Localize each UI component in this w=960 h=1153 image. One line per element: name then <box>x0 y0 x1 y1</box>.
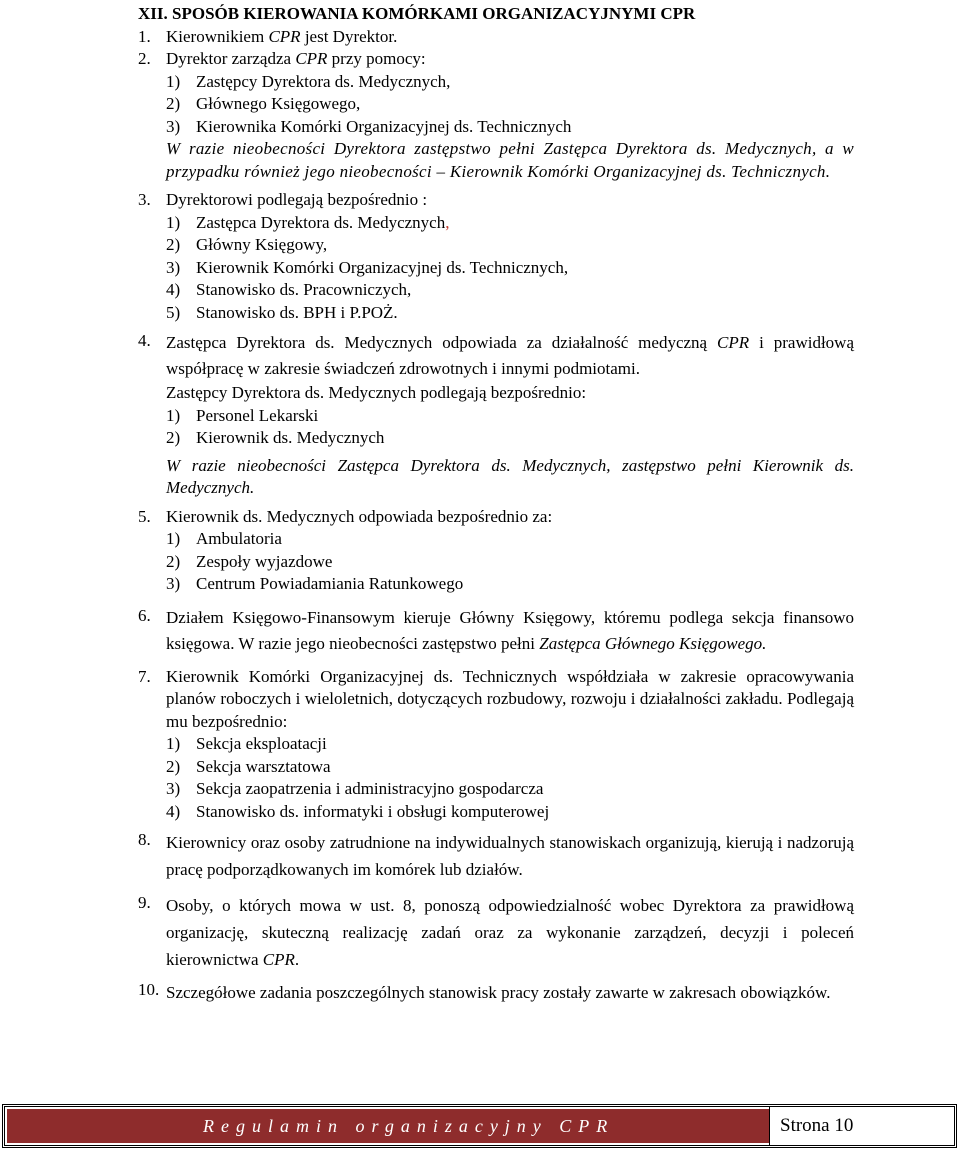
substitution-note: W razie nieobecności Dyrektora zastępstwo pełni Zastępca Dyrektora ds. Medycznych, a w przypadku również jego nieobecności – Kierownik Komórki Organizacyjnej ds. Technicznych. <box>166 139 854 181</box>
paragraph-5: 5. Kierownik ds. Medycznych odpowiada bezpośrednio za: <box>138 506 553 526</box>
page-footer <box>2 1104 957 1148</box>
paragraph-3: 3. Dyrektorowi podlegają bezpośrednio : <box>138 190 428 209</box>
substitution-note: W razie nieobecności Zastępca Dyrektora ds. Medycznych, zastępstwo pełni Kierownik ds. Medycznych. <box>166 455 854 497</box>
list-item: 1) Ambulatoria <box>166 529 282 548</box>
footer-title: Regulamin organizacyjny CPR <box>7 1109 769 1143</box>
list-item: 5) Stanowisko ds. BPH i P.POŻ. <box>166 302 398 322</box>
page-number: Strona 10 <box>769 1107 954 1145</box>
paragraph-10: 10. Szczegółowe zadania poszczególnych stanowisk pracy zostały zawarte w zakresach obowiązków. <box>138 980 831 1002</box>
list-item: 2) Zespoły wyjazdowe <box>166 551 333 571</box>
list-item: 4) Stanowisko ds. Pracowniczych, <box>166 280 412 299</box>
list-item: 2) Głównego Księgowego, <box>166 94 361 113</box>
subordinates-intro: Zastępcy Dyrektora ds. Medycznych podlegają bezpośrednio: <box>166 383 587 402</box>
list-item: 4) Stanowisko ds. informatyki i obsługi komputerowej <box>166 801 550 821</box>
list-item: 2) Główny Księgowy, <box>166 235 328 254</box>
list-item: 1) Personel Lekarski <box>166 405 319 425</box>
paragraph-9: 9. Osoby, o których mowa w ust. 8, ponoszą odpowiedzialność wobec Dyrektora za prawidłową organizację, skuteczną realizację zadań oraz za wykonanie zarządzeń, decyzji i poleceń kierownictwa CPR. <box>138 893 854 969</box>
list-item: 2) Kierownik ds. Medycznych <box>166 428 385 447</box>
paragraph-4: 4. Zastępca Dyrektora ds. Medycznych odpowiada za działalność medyczną CPR i prawidłową współpracę w zakresie świadczeń zdrowotnych i innymi podmiotami. <box>138 331 854 378</box>
paragraph-7: 7. Kierownik Komórki Organizacyjnej ds. Technicznych współdziała w zakresie opracowywania planów roboczych i wieloletnich, dotyczących rozbudowy, rozwoju i działalności zakładu. Podlegają mu bezpośrednio: <box>138 666 854 731</box>
list-item: 3) Centrum Powiadamiania Ratunkowego <box>166 574 464 593</box>
paragraph-8: 8. Kierownicy oraz osoby zatrudnione na indywidualnych stanowiskach organizują, kierują i nadzorują pracę podporządkowanych im komórek lub działów. <box>138 830 854 879</box>
paragraph-6: 6. Działem Księgowo-Finansowym kieruje Główny Księgowy, któremu podlega sekcja finansowo księgowa. W razie jego nieobecności zastępstwo pełni Zastępca Głównego Księgowego. <box>138 605 854 653</box>
list-item: 3) Kierownik Komórki Organizacyjnej ds. Technicznych, <box>166 257 569 277</box>
list-item: 2) Sekcja warsztatowa <box>166 756 331 776</box>
list-item: 1) Sekcja eksploatacji <box>166 734 327 753</box>
paragraph-2: 2. Dyrektor zarządza CPR przy pomocy: <box>138 49 426 68</box>
list-item: 1) Zastępcy Dyrektora ds. Medycznych, <box>166 71 451 91</box>
list-item: 3) Sekcja zaopatrzenia i administracyjno gospodarcza <box>166 779 544 798</box>
paragraph-1: 1. Kierownikiem CPR jest Dyrektor. <box>138 26 398 46</box>
list-item: 1) Zastępca Dyrektora ds. Medycznych , <box>166 212 450 232</box>
document-body <box>138 3 854 1006</box>
list-item: 3) Kierownika Komórki Organizacyjnej ds. Technicznych <box>166 116 572 136</box>
section-heading: XII. SPOSÓB KIEROWANIA KOMÓRKAMI ORGANIZACYJNYMI CPR <box>138 4 696 23</box>
